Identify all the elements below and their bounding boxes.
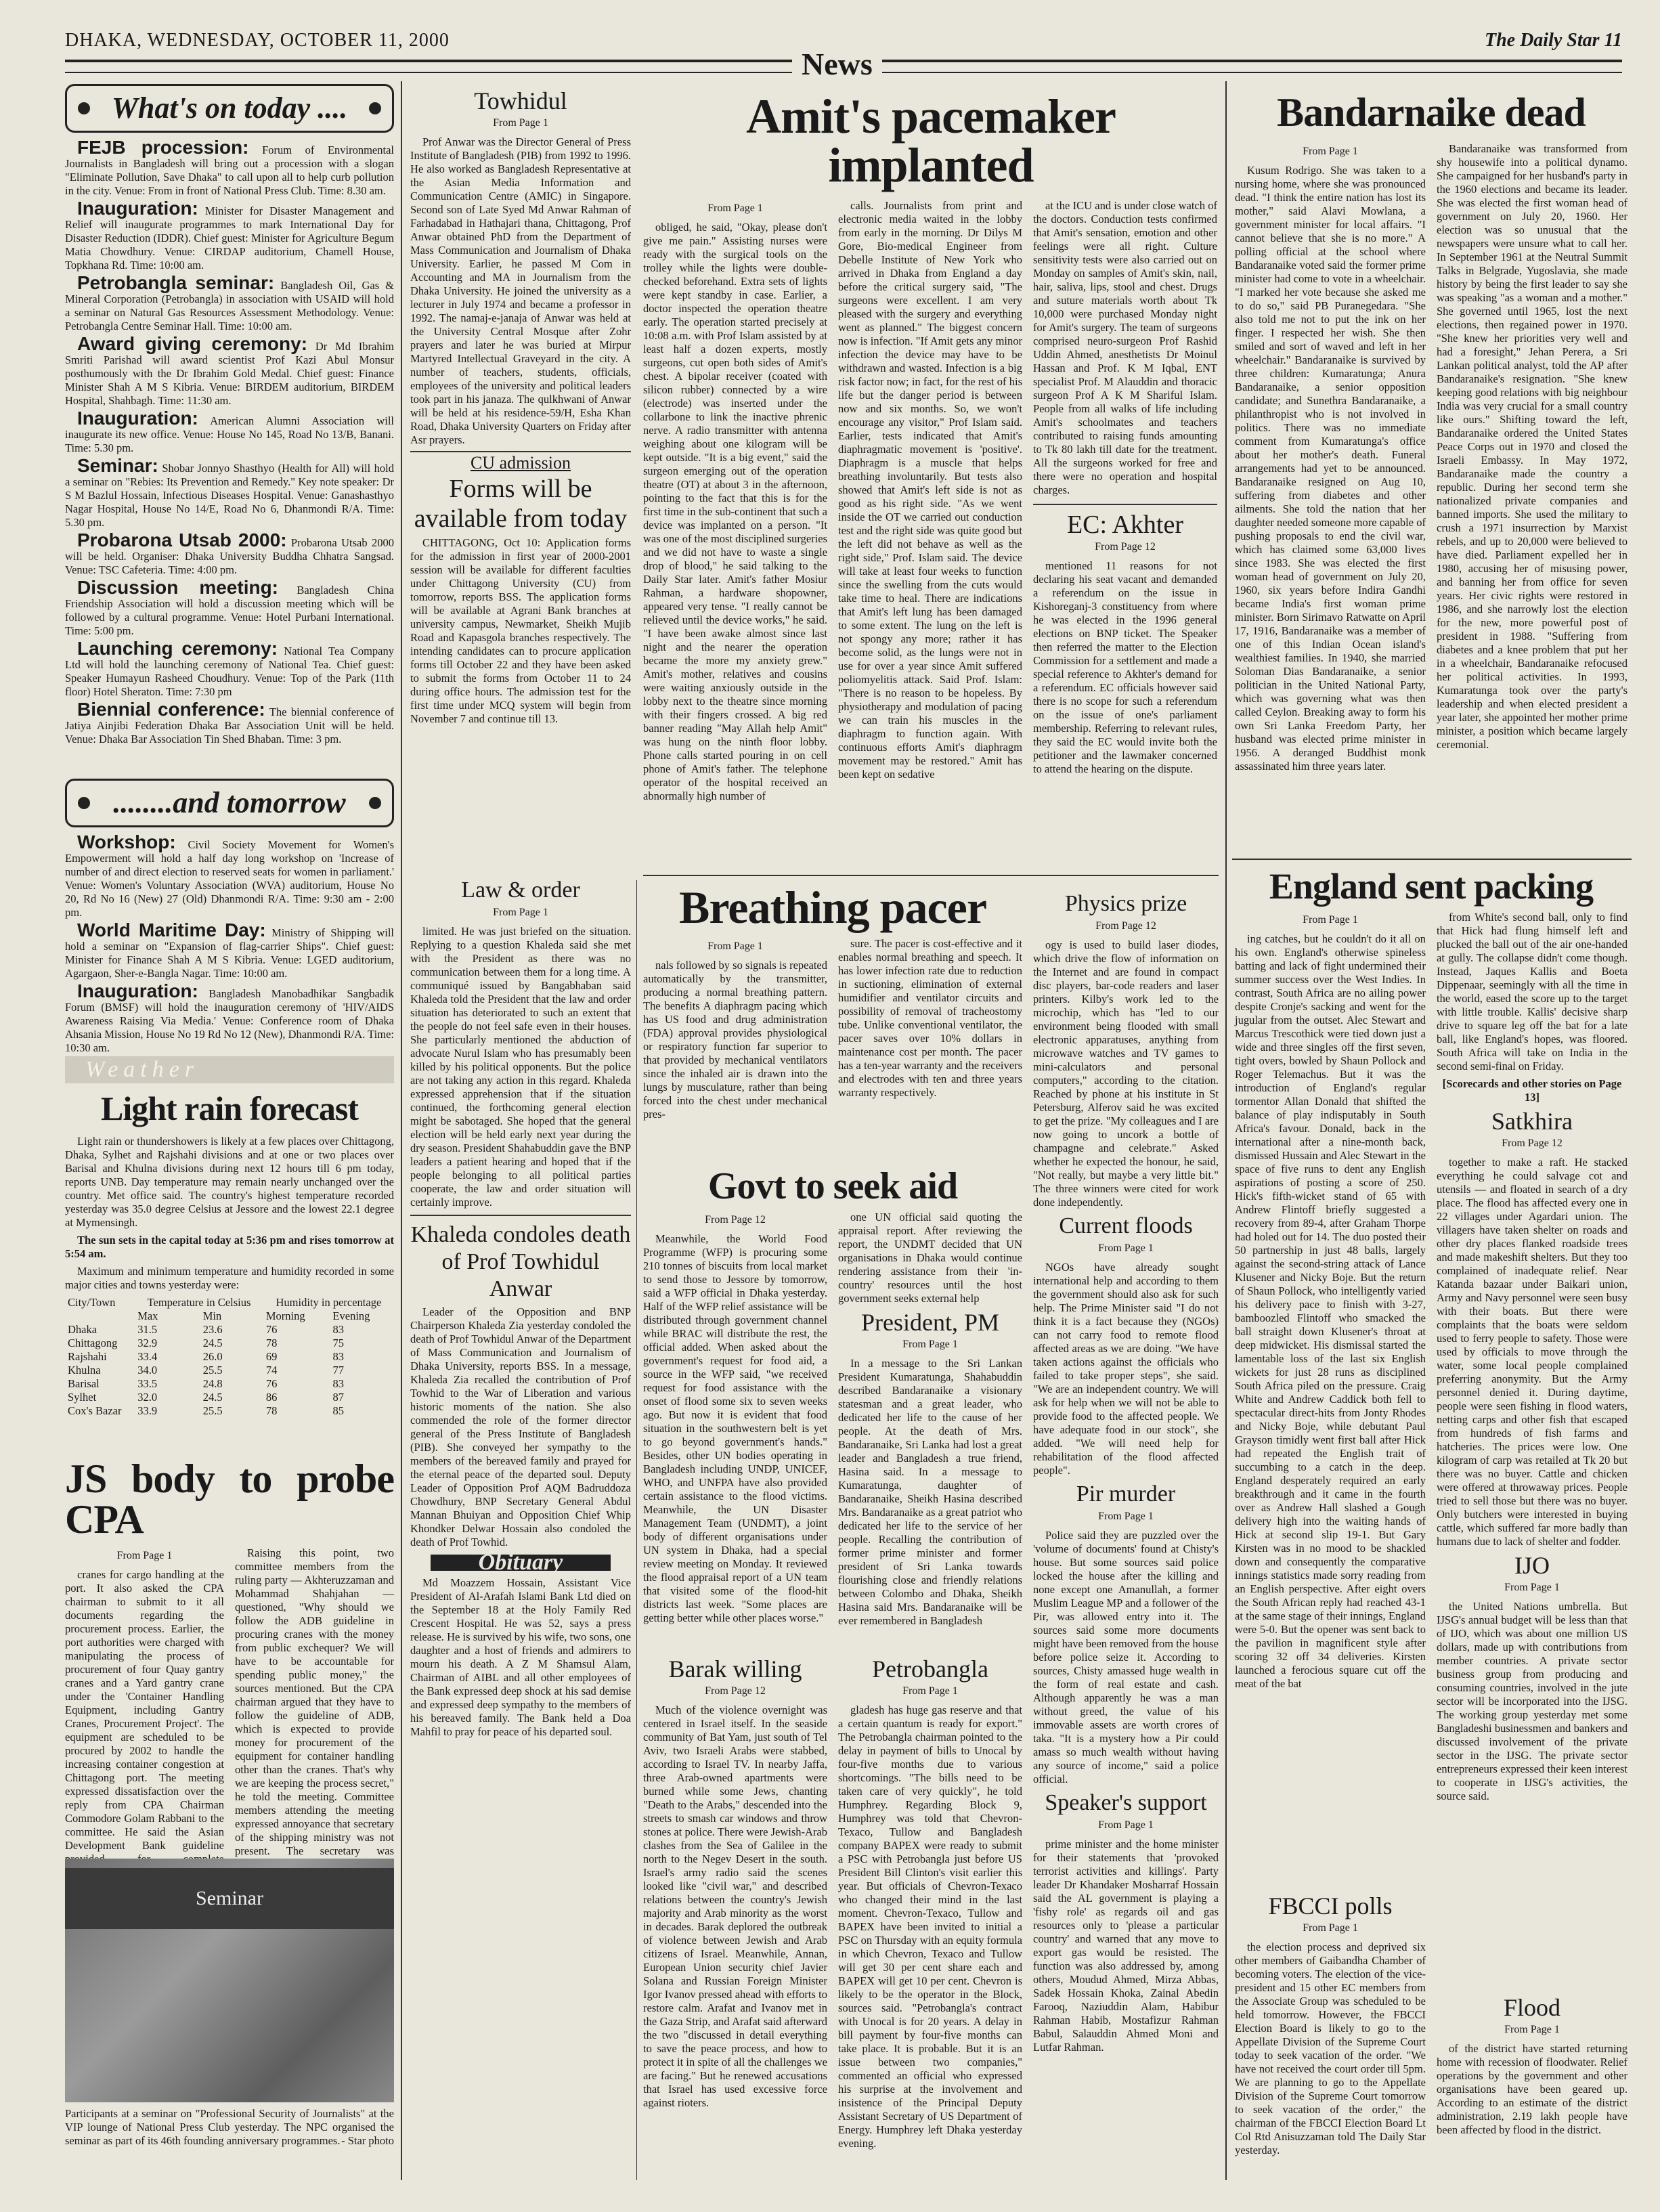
js-body-col2: Raising this point, two committee members from the ruling party — Akhteruzzaman and Mohammad Shahjahan — questioned, "Why should we follow the ADB guideline in procuring cranes with the money from public exchequer? We will have to be accountable for spending public money," the sources mentioned. But the CPA chairman argued that they have to follow the guideline of ADB, which is expected to provide money for procurement of the equipment for container handling other than the cranes. That's why we are keeping the process secret," he told the meeting. Committee members attending the meeting expressed annoyance that secretary of the shipping ministry was not present. The secretary was (235, 1546, 394, 1857)
weather-sun-times: The sun sets in the capital today at 5:36 pm and rises tomorrow at 5:54 am. (65, 1234, 394, 1260)
tomorrow-heading (65, 779, 394, 827)
value-cell: 23.6 (202, 1323, 223, 1336)
president-pm-from: From Page 1 (902, 1339, 958, 1350)
law-order-body: limited. He was just briefed on the situation. Replying to a question Khaleda said she met with the President as there was no communication between them for a long time. A communiqué issued by Bangabhaban said Khaleda told the President that the law and order situation has deteriorated to such an extent that the people do not feel safe even in their houses. She particularly mentioned the abduction of advocate Nurul Islam who has presumably been killed by his political opponents. But the police are not taking any action in this regard. Khaleda expressed apprehension that if the situation continued, the forthcoming general election might be sabotaged. She hoped that the general election will be held early next year during the dry season. President Shahabuddin gave the BNP leaders a patient hearing and hoped that if the people belonging to all political parties cooperate, the law and order situation will certainly improve. (410, 925, 631, 1209)
floods-from: From Page 1 (1098, 1242, 1154, 1254)
city-cell: Barisal (68, 1377, 100, 1390)
amit-col2: calls. Journalists from print and electronic media waited in the lobby from early in the morning. Dr Dilys M Gore, Bio-medical Engineer from Debelle Institute of New York who arrived in Dhaka from England a day before the critical surgery said, "The surgeons were excellent. I am very pleased with the surgery and everything went as planned." The biggest concern now is infection. "If Amit gets any minor infection the device may have to be withdrawn and wasted. Infection is a big risk factor now; in fact, for the rest of his life but the danger period is between now and six months. So, we won't encourage any visitor," Prof Islam said. Earlier, tests indicated that Amit's diaphragmatic movement is 'positive'. Diaphragm is a muscle that helps breathing involuntarily. But tests also showed that Amit's left side is not as good as his right side. "As we went inside the OT we carried out conduction test and the right side was quite good but the left did not behave as well as the right side," Prof. Islam said. The device will take at least four weeks to function since the swelling from the cuts would take time to heal. There are indications that Amit's left lung has been damaged to some extent. The lung on the left is not spongy any more; rather it has become solid, as the lungs were not in use for over a year since Amit suffered poliomyelitis attack. Said Prof. Islam: "There is no reason to be hopeless. By physiotherapy and modulation of pacing we can train his muscles in the diaphragm to function again. With continuous efforts Amit's diaphragm movement may be restored." Amit has been kept on sedative (838, 199, 1022, 781)
barak-headline: Barak willing (668, 1655, 802, 1683)
towhidul-body: Prof Anwar was the Director General of Press Institute of Bangladesh (PIB) from 1992 to 1996. He also worked as Bangladesh Representative at the Asian Media Information and Communication Centre (AMIC) in Singapore. Second son of Late Syed Md Anwar Rahman of Farhadabad in Hathajari thana, Chittagong, Prof Anwar obtained PhD from the Department of Mass Communication and Journalism of Dhaka University. Earlier, he passed M Com in Accounting and MA in Journalism from the Dhaka University. He joined the university as a lecturer in July 1974 and became a professor in 1992. The namaj-e-janaja of Anwar was held at the University Central Mosque after Zohr prayers and later he was buried at Mirpur Martyred Intellectual Graveyard in the city. A number of teachers, students, officials, employees of the university and political leaders took part in his janaza. The qulkhwani of Anwar will be held at his residence-59/H, Esha Khan Road, Dhaka University Quarters on Friday after Asr prayers. (410, 135, 631, 446)
flood-from: From Page 1 (1504, 2024, 1560, 2035)
president-pm-body: In a message to the Sri Lankan President Kumaratunga, Shahabuddin described Bandaranaike a visionary statesman and a great leader, who dedicated her life to the cause of her people. At the death of Mrs. Bandaranaike, Sri Lanka had lost a great leader and Bangladesh a true friend, Hasina said. In a message to Kumaratunga, daughter of Bandaranaike, Sheikh Hasina described Mrs. Bandaranaike as a great patriot who dedicated her life to the service of her people. Recalling the contribution of former prime minister and former president of Sri Lanka towards flourishing close and friendly relations between Colombo and Dhaka, Sheikh Hasina said Mrs. Bandaranaike will be ever remembered in Bangladesh (838, 1357, 1022, 1627)
story-rule (1033, 504, 1217, 505)
weather-headline: Light rain forecast (100, 1089, 359, 1127)
amit-col3: at the ICU and is under close watch of the doctors. Conduction tests confirmed that Amit's sensation, emotion and other feelings were all right. Culture sensitivity tests were also carried out on Monday on samples of Amit's skin, nail, hair, saliva, lips, stool and chest. Drugs and suture materials worth about Tk 10,000 were purchased Monday night for Amit's surgery. The team of surgeons comprised neuro-surgeon Prof Rashid Uddin Ahmed, anesthetists Dr Moinul Hassan and Prof. K M Iqbal, ENT specialist Prof. M Alauddin and thoracic surgeon Prof A K M Shariful Islam. People from all walks of life including Amit's schoolmates and teachers contributed to raising funds amounting to Tk 80 lakh till date for the treatment. All the surgeons worked for free and there were no operation and hospital charges. (1033, 199, 1217, 496)
event-text: Shobar Jonnyo Shasthyo (Health for All) will hold a seminar on "Rebies: Its Prevention and Remedy." Key note speaker: Dr S M Bazlul Hossain, Infectious Diseases Hospital. Venue: Ganashasthyo Nagar Hospital, House No 14/E, Road No 6, Dhanmondi R/A. Time: 5.30 pm. (65, 462, 394, 529)
table-row (65, 1337, 394, 1350)
govt-aid-col1: Meanwhile, the World Food Programme (WFP) is procuring some 210 tonnes of biscuits from local market to send those to Jessore by tomorrow, said a WFP official in Dhaka yesterday. Half of the WFP relief assistance will be distributed through government channel while BRAC will distribute the rest, the official added. When asked about the government's request for food aid, a source in the WFP said, "we received request for food assistance with the onset of flood some six to seven weeks ago. But now it is evident that food situation in the southwestern belt is yet to go beyond government's hands." Besides, other UN bodies operating in Bangladesh including UNDP, UNICEF, WHO, and UNFPA have also provided certain assistance to the flood victims. Meanwhile, the UN Disaster Management Team (UNDMT), a joint body of different organisations under UN system in Dhaka, had a special review meeting on Monday. It reviewed the flood appraisal report of a UN team that visited some of the flood-hit districts last week. "Some places are getting better while other places worse." (643, 1232, 827, 1624)
event-item (65, 333, 394, 408)
event-name: Launching ceremony: (77, 638, 278, 659)
law-order-from: From Page 1 (493, 907, 548, 918)
speaker-from: From Page 1 (1098, 1819, 1154, 1831)
story-rule (410, 1215, 631, 1216)
fbcci-headline: FBCCI polls (1268, 1892, 1393, 1920)
tomorrow-event-list (65, 831, 395, 1055)
amit-from: From Page 1 (707, 202, 763, 214)
barak-from: From Page 12 (705, 1685, 766, 1697)
weather-section (65, 1056, 394, 1449)
weather-body: Light rain or thundershowers is likely at a few places over Chittagong, Dhaka, Sylhet and Rajshahi divisions and at one or two places over Barisal and Khulna divisions during next 12 hours till 6 pm today, reports UNB. Day temperature may remain nearly unchanged over the country. Met office said. The country's highest temperature recorded yesterday was 35.0 degree Celsius at Jessore and the lowest 22.1 degree at Mymensingh. (65, 1135, 394, 1229)
cu-admission-headline: Forms will be available from today (414, 475, 628, 533)
js-body-story (65, 1456, 394, 1857)
city-cell: Cox's Bazar (68, 1404, 122, 1417)
story-rule (410, 451, 631, 452)
obituary-body: Md Moazzem Hossain, Assistant Vice President of Al-Arafah Islami Bank Ltd died on the September 18 at the Holy Family Red Crescent Hospital. He was 52, says a press release. He is survived by his wife, two sons, one daughter and a host of friends and admirers to mourn his death. A Z M Shamsul Alam, Chairman of AIBL and all other employees of the Bank expressed deep shock at his sad demise and expressed deep sympathy to the members of his bereaved family. The Bank held a Doa Mahfil to pray for peace of his departed soul. (410, 1576, 631, 1738)
value-cell: 78 (265, 1337, 278, 1349)
breathing-col1: nals followed by so signals is repeated automatically by the transmitter, producing a normal breathing pattern. The benefits A diaphragm pacing which has US food and drug administration (FDA) approval provides physiological or respiratory function far superior to that provided by mechanical ventilators since the inhaled air is drawn into the lungs by musculature, rather than being forced into the chest under mechanical pres- (643, 959, 827, 1121)
table-row (65, 1350, 394, 1364)
floods-body: NGOs have already sought international help and according to them the government should also ask for such help. The Prime Minister said "I do not think it is a fact because they (NGOs) can not carry food to remote flood affected areas as we are doing. "We have taken actions against the officials who failed to take proper steps", she said. "We are an independent country. We will ask for help when we will not be able to provide food to the affected people. We have adequate food in our stock", she added. "We will need help for rehabilitation of the flood affected people". (1033, 1261, 1219, 1477)
petrobangla-story (838, 1652, 1022, 2180)
city-cell: Dhaka (68, 1323, 97, 1336)
physics-body: ogy is used to build laser diodes, which drive the flow of information on the Internet and are found in compact disc players, bar-code readers and laser printers. Kilby's work led to the microchip, which has "led to our environment being flooded with small electronic apparatuses, anything from microwave watches and TV games to mini-calculators and personal computers," according to the citation. Reached by phone at his institute in St Petersburg, Alferov said he was excited to get the prize. "My colleagues and I are now going to uncork a bottle of champagne and celebrate." Asked whether he expected the honour, he said, "Not really, but maybe a very little bit." The three winners were cited for work done independently. (1033, 938, 1219, 1209)
satkhira-from: From Page 12 (1502, 1137, 1563, 1149)
photo-credit: - Star photo (341, 2134, 394, 2147)
event-text: Ministry of Shipping will hold a seminar on "Expansion of flag-carrier Ships". Chief guest: Minister for Finance Shah A M S Kibria. Venue: LGED auditorium, Agargaon, Sher-e-Bangla Nagar. Time: 10:00 am. (65, 926, 395, 980)
photo-banner: Seminar (65, 1868, 394, 1929)
weather-header-city: City/Town (68, 1296, 116, 1309)
seminar-photo (65, 1859, 394, 2102)
section-rule (643, 875, 1219, 876)
event-item (65, 831, 394, 919)
england-from: From Page 1 (1303, 914, 1358, 926)
england-col2 (1437, 911, 1628, 2180)
breathing-headline: Breathing pacer (678, 882, 987, 933)
event-text: Probarona Utsab 2000 will be held. Organiser: Dhaka University Buddha Chhatra Sangsad. Venue: TSC Cafeteria. Time: 4:00 pm. (65, 536, 395, 576)
value-cell: 25.5 (202, 1404, 223, 1417)
england-headline: England sent packing (1269, 866, 1594, 907)
breathing-from: From Page 1 (707, 940, 763, 952)
event-text: Civil Society Movement for Women's Empowerment will hold a half day long workshop on 'Increase of number of and direct election to reserved seats for women in parliament.' Venue: Women's Voluntary Association (WVA) auditorium, House No 20, Rd No 16 (New) 27 (Old) Dhanmondi R/A. Time: 9:30 am - 2:00 pm. (65, 838, 394, 919)
event-item (65, 980, 394, 1055)
js-body-col1: cranes for cargo handling at the port. It also asked the CPA chairman to submit to it all documents regarding the procurement process. Earlier, the port authorities were charged with manipulating the process of procurement of four Quay gantry cranes and a Yard gantry crane under the 'Container Handling Equipment, including Gantry Cranes, Procurement Project'. The equipment are scheduled to be procured by 2002 to handle the increasing container congestion at Chittagong port. The meeting expressed dissatisfaction over the reply from CPA Chairman Commodore Golam Rabbani to the committee. He said the Asian Development Bank guideline (65, 1568, 224, 1852)
table-row (65, 1377, 394, 1391)
value-cell: 69 (265, 1350, 278, 1363)
event-name: Award giving ceremony: (77, 333, 308, 354)
city-cell: Khulna (68, 1364, 101, 1376)
event-name: Probarona Utsab 2000: (77, 529, 287, 550)
event-item (65, 699, 394, 746)
event-text: Forum of Environmental Journalists in Bangladesh will bring out a procession with a slogan "Eliminate Pollution, Save Dhaka" to call upon all to help curb pollution in the city. Venue: From in front of National Press Club. Time: 8.30 am. (65, 144, 394, 197)
bandaranaike-headline: Bandarnaike dead (1277, 90, 1586, 135)
president-pm-headline: President, PM (860, 1309, 999, 1336)
event-item (65, 529, 395, 577)
khaleda-headline: Khaleda condoles death of Prof Towhidul Anwar (410, 1222, 631, 1301)
event-name: Biennial conference: (77, 699, 265, 720)
value-cell: 24.5 (202, 1391, 223, 1404)
city-cell: Chittagong (68, 1337, 118, 1349)
event-text: The biennial conference of Jatiya Ainjibi Federation Dhaka Bar Association Unit will be held. Venue: Dhaka Bar Association Tin Shed Bhaban. Time: 3 pm. (65, 706, 394, 745)
event-text: Dr Md Ibrahim Smriti Parishad will award scientist Prof Kazi Abul Monsur posthumously with the Dr Ibrahim Gold Medal. Chief guest: Finance Minister Shah A M S Kibria. Venue: BIRDEM auditorium, BIRDEM Hospital, Shahbagh. Time: 11:30 am. (65, 340, 394, 407)
value-cell: 33.9 (137, 1404, 158, 1417)
event-name: World Maritime Day: (77, 919, 266, 940)
value-cell: 77 (332, 1364, 344, 1376)
event-text: American Alumni Association will inaugurate its new office. Venue: House No 145, Road No 13/B, Banani. Time: 5.30 pm. (65, 414, 394, 454)
event-name: Inauguration: (77, 980, 198, 1001)
value-cell: 83 (332, 1323, 344, 1336)
value-cell: 33.5 (137, 1377, 158, 1390)
section-label: News (792, 46, 882, 82)
bullet-icon (369, 797, 381, 809)
pir-headline: Pir murder (1076, 1481, 1176, 1506)
amit-col1: obliged, he said, "Okay, please don't give me pain." Assisting nurses were ready with the surgical tools on the trolley while the lights were double-checked beforehand. Extra sets of lights were kept standby in case. Earlier, a doctor inspected the operation theatre early. The operation started precisely at 10:08 a.m. with Prof Islam assisted by at least half a dozen experts, mostly surgeons, cut open both sides of Amit's chest. A bipolar receiver (coated with silicon rubber) connected by a wire (electrode) was inserted under the collarbone to link the inactive phrenic nerve. A radio transmitter with antenna weighing about one kilogram will be kept outside. "It is a big event," said the surgeon emerging out of the operation theatre (OT) at about 3 in the afternoon, pointing to the fact that this is for the first time in the sub-continent that such a device was implanted on a person. "It was one of the most disciplined surgeries and we did not have to waste a single drop of blood," he said talking to the Daily Star later. Amit's father Mosiur Rahman, a hardware shopowner, appeared very tense. "I really cannot be relieved until the device works," he said. "I have been awake almost since last night and the nearer the operation became the more my anxiety grew." Amit's mother, relatives and cousins were waiting anxiously outside in the lobby next to the theatre since morning with their fingers crossed. A big red banner reading "May Allah help Amit" was hung on the ninth floor lobby. Phone calls started pouring in on cell phone of Amit's father. The telephone operator of the hospital received an abnormally high number of (643, 221, 827, 802)
petrobangla-headline: Petrobangla (872, 1655, 988, 1683)
value-cell: 34.0 (137, 1364, 158, 1376)
event-item (65, 919, 395, 980)
value-cell: 87 (332, 1391, 344, 1404)
table-row (65, 1391, 394, 1404)
section-rule (1232, 859, 1632, 860)
england-body1: ing catches, but he couldn't do it all on his own. England's otherwise spineless batting and lack of fight undermined their summer success over the West Indies. In contrast, South Africa are no ailing power despite Cronje's sacking and went for the jugular from the outset. Alec Stewart and Marcus Trescothick were tied down just a wide and three singles off the first seven, tight overs, bowled by Shaun Pollock and Roger Telemachus. But it was the introduction of England's regular tormentor Allan Donald that shifted the balance of play indisputably in South Africa's favour. Donald, back in the international after a nine-month back, dismissed Hussain and Alec Stewart in the space of five runs to dent any English aspirations of posting a score of 250. Hick's fifth-wicket stand of 65 with Andrew Flintoff briefly suggested a recovery from 89-4, after Graham Thorpe had holed out for 14. The duo posted their 50 partnership in just 48 balls, largely against the second-string attack of Lance Klusener and Nicky Boje. But the return of Shaun Pollock, who intelligently varied his delivery pace to finish with 3-27, bamboozled Flintoff who smacked the ball straight down Klusener's throat at deep midwicket. His dismissal started the lamentable loss of the last six English wickets for just 28 runs as disciplined South Africa piled on the pressure. Craig White and Andrew Caddick both fell to spectacular direct-hits from Jonty Rhodes and Nicky Boje, while debutant Paul Grayson timidly went first ball after Hick had repeated the English trait of succumbing to a catch in the deep. England desperately required an early breakthrough and it came in the fourth over as Andrew Hall slashed a Gough delivery high into the waiting hands of Hick at second slip 19-1. But Gary Kirsten was in no mood to be shackled down and consequently the comparative innings statistics made sorry reading from an English perspective. After eight overs the South African reply had reached 43-1 at the same stage of their innings, England were 5-0. But the opener was sent back to the pavilion in magnificent style after scoring 32 off 34 deliveries. Kirsten launched a ferocious square cut off the meat of the bat (1235, 932, 1426, 1690)
flood-body: of the district have started returning home with recession of floodwater. Relief operations by the government and other organisations have been geared up. According to an estimate of the district administration, 2.19 lakh people have been affected by flood in the district. (1437, 2042, 1628, 2136)
bandaranaike-col2: Bandaranaike was transformed from shy housewife into a political dynamo. She campaigned for her husband's party in the 1960 elections and became its leader. She was elected the first woman head of government on July 20, 1960. Her election was so unusual that the newspapers were unsure what to call her. In September 1961 at the Neutral Summit Talks in Belgrade, Yugoslavia, she made history by being the first leader to say she was speaking "as a woman and a mother." She governed until 1965, lost the next elections, then regained power in 1970. "She knew her priorities very well and had a foresight," Jehan Perera, a Sri Lankan political analyst, told the AP after Bandaranaike's resignation. "She knew keeping good relations with big neighbour India was very crucial for a small country like ours." Shifting toward the left, Bandaranaike ordered the United States Peace Corps out in 1970 and closed the Israeli Embassy. In May 1972, Bandaranaike made the country a republic. During her second term she nationalized private companies and banned imports. She used the military to crush a 1971 insurrection by Marxist rebels, and up to 20,000 were believed to have died. Parliament expelled her in 1980, accusing her of misusing power, and banning her from office for seven years. Her civic rights were restored in 1986, and she narrowly lost the election for the new, more powerful post of president in 1988. "Suffering from diabetes and a knee problem that put her in a wheelchair, Bandaranaike refocused her political activities. In 1993, Kumaratunga took over the party's leadership and when elected president a year later, she appointed her mother prime minister, a position which became largely ceremonial. (1437, 142, 1628, 751)
event-text: Bangladesh Oil, Gas & Mineral Corporation (Petrobangla) in association with USAID will hold a seminar on Natural Gas Resources Assessment Methodology. Venue: Petrobangla Centre Seminar Hall. Time: 10:00 am. (65, 279, 394, 332)
law-order-headline: Law & order (461, 877, 580, 903)
tomorrow-section (65, 779, 394, 1063)
ijo-body: the United Nations umbrella. But IJSG's annual budget will be less than that of IJO, which was about one million US dollars, made up with contributions from member countries. A private sector business group from producing and consuming countries, involved in the jute sector will be incorporated into the IJSG. The working group yesterday met some Bangladeshi businessmen and bankers and discussed involvement of the private sector in the IJSG. The private sector entrepreneurs expressed their keen interest to cooperate in IJSG's activities, the source said. (1437, 1600, 1628, 1802)
govt-aid-from: From Page 12 (705, 1214, 766, 1226)
weather-table-intro: Maximum and minimum temperature and humidity recorded in some major cities and towns yesterday were: (65, 1265, 394, 1291)
city-cell: Sylhet (68, 1391, 97, 1404)
event-text: National Tea Company Ltd will hold the launching ceremony of National Tea. Chief guest: Speaker Humayun Rasheed Choudhury. Venue: Top of the Park (11th floor) Hotel Sheraton. Time: 7:30 pm (65, 645, 394, 698)
whats-on-section (65, 84, 394, 781)
barak-body: Much of the violence overnight was centered in Israel itself. In the seaside community of Bat Yam, just south of Tel Aviv, two Israeli Arabs were stabbed, according to Israel TV. In nearby Jaffa, three Arab-owned apartments were burned while some Jews, chanting "Death to the Arabs," descended into the streets to smash car windows and throw stones at police. There were Jewish-Arab clashes from the Sea of Galilee in the north to the Negev Desert in the south. Israel's army radio said the scenes looked like "civil war," and described relations between the country's Jewish majority and Arab minority as the worst in decades. Barak deplored the outbreak of violence between Jewish and Arab citizens of Israel. Meanwhile, Annan, European Union security chief Javier Solana and Russian Foreign Minister Igor Ivanov pressed ahead with efforts to restore calm. Arafat and Ivanov met in the Gaza Strip, and Arafat said afterward the two "discussed in detail everything to save the peace process, and how to protect it in spite of all the challenges we are facing." But he renewed accusations that Israel has used excessive force against rioters. (643, 1704, 827, 2109)
breathing-col2: sure. The pacer is cost-effective and it enables normal breathing and speech. It has lower infection rate due to reduction in suctioning, elimination of external humidifier and ventilator circuits and possibility of removal of tracheostomy tube. Unlike conventional ventilator, the pacer saves over 10% dollars in maintenance cost per month. The pacer has a ten-year warranty and the receivers and electrodes with ten and three years warranty respectively. (838, 937, 1022, 1099)
govt-aid-headline: Govt to seek aid (707, 1165, 958, 1207)
value-cell: 31.5 (137, 1323, 158, 1336)
ec-akhter-from: From Page 12 (1095, 541, 1156, 552)
right-mid-column (1033, 887, 1219, 2180)
barak-story (643, 1652, 827, 2180)
bullet-icon (78, 797, 90, 809)
physics-from: From Page 12 (1095, 920, 1156, 932)
pir-from: From Page 1 (1098, 1511, 1154, 1522)
weather-subheader: Evening (332, 1309, 370, 1322)
satkhira-body: together to make a raft. He stacked everything he could salvage cot and utensils — and floated in search of a dry place. The flood has affected every one in 22 villages under Agardari union. The villagers have taken shelter on roads and other dry places flanked roadside trees and made makeshift shelters. But they too complained of inadequate relief. Near Katanda bazaar under Baikari union, Army and Navy personnel were seen busy with their boats. But there were complaints that the boats were seldom used to ferry people to safety. Those were used by officials to move through the water, some local people complained preferring anonymity. But the Army personnel denied it. During daytime, people were seen fishing in flood waters, netting carps and other fish that escaped from hundreds of fish farms and hatcheries. The prices were low. One kilogram of carp was retailed at Tk 20 but there was no buyer. Cattle and chicken were offered at throwaway prices. People tried to sell those but there was no buyer. Only butchers were interested in buying cattle, which suffered far more badly than humans due to lack of shelter and fodder. (1437, 1156, 1628, 1548)
value-cell: 26.0 (202, 1350, 223, 1363)
weather-table (65, 1296, 394, 1418)
photo-caption: Participants at a seminar on "Professional Security of Journalists" at the VIP lounge of National Press Club yesterday. The NPC organised the seminar as part of its 46th founding anniversary programmes. - Star photo (65, 2107, 394, 2147)
event-name: Discussion meeting: (77, 577, 279, 598)
petrobangla-from: From Page 1 (902, 1685, 958, 1697)
event-item (65, 272, 394, 333)
flood-story (1437, 1991, 1628, 2180)
weather-header-humidity: Humidity in percentage (276, 1296, 382, 1309)
towhidul-story (410, 84, 631, 869)
bullet-icon (369, 102, 381, 114)
event-name: FEJB procession: (77, 137, 249, 158)
weather-subheader: Max (137, 1309, 158, 1322)
bandaranaike-story (1235, 84, 1628, 856)
event-item (65, 638, 394, 699)
weather-header-temp: Temperature in Celsius (147, 1296, 251, 1309)
weather-label: Weather (65, 1056, 394, 1083)
event-item (65, 408, 394, 455)
table-row (65, 1404, 394, 1418)
city-cell: Rajshahi (68, 1350, 107, 1363)
js-body-from: From Page 1 (116, 1550, 173, 1561)
event-name: Workshop: (77, 831, 176, 852)
floods-headline: Current floods (1059, 1213, 1193, 1238)
tomorrow-title: ........and tomorrow (113, 786, 346, 819)
event-text: Bangladesh Manobadhikar Sangbadik Forum (BMSF) will hold the inauguration ceremony of 'HIV/AIDS Awareness Raising Via Media.' Venue: Conference room of Dhaka Ahsania Mission, House No 19 Rd No 12 (New), Dhanmondi R/A. Time: 10:30 am. (65, 987, 394, 1054)
bandaranaike-col1: Kusum Rodrigo. She was taken to a nursing home, where she was pronounced dead. "I think the entire nation has lost its mother," said Alavi Mowlana, a government minister for local affairs. "I cannot believe that she is no more." A polling official at the school where Bandaranaike voted said the former prime minister had come to vote in a wheelchair. "I marked her vote because she asked me to do so," said PB Puranegedara. "She also told me not to put the ink on her finger. I respected her wish. She then smiled and sort of waved and left in her wheelchair." Bandaranaike is survived by three children: Kumaratunga; Anura Bandaranaike, a senior opposition candidate; and Sunethra Bandaranaike, a philanthropist who is not involved in politics. There was no immediate comment from Kumaratunga's office about her mother's death. Funeral arrangements had yet to be announced. Bandaranaike resigned on Aug 10, suffering from diabetes and other ailments. She told the nation that her daughter needed someone more capable of pushing proposals to end the civil war, which has claimed some 63,000 lives since 1983. She was elected the first woman head of government on July 20, 1960, six years before Indira Gandhi became India's first woman prime minister. Born Sirimavo Ratwatte on April 17, 1916, Bandaranaike was a member of one of this Indian Ocean island's wealthiest families. In 1940, she married Soloman Dias Bandaranaike, a senior politician in the United National Party, which was governing what was then called Ceylon. Breaking away to form his own Sri Lanka Freedom Party, her husband was elected prime minister in 1956. A deranged Buddhist monk assassinated him three years later. (1235, 164, 1426, 773)
value-cell: 24.8 (202, 1377, 223, 1390)
speaker-body: prime minister and the home minister for their statements that 'provoked terrorist activities and killings'. Party leader Dr Khandaker Mosharraf Hossain said the AL government is playing a 'fishy role' as regards oil and gas resources only to 'please a particular country' and warned that any move to export gas would be resisted. The function was also addressed by, among others, Moudud Ahmed, Mirza Abbas, Sadek Hossain Khoka, Zainal Abedin Farooq, Naziuddin Alam, Habibur Rahman Habib, Mostafizur Rahman Babul, Salauddin Ahmed Moni and Lutfar Rahman. (1033, 1838, 1219, 2054)
value-cell: 78 (265, 1404, 278, 1417)
photo-caption-block (65, 2107, 394, 2182)
fbcci-from: From Page 1 (1303, 1922, 1358, 1934)
event-text: Minister for Disaster Management and Relief will inaugurate programmes to mark International Day for Disaster Reduction (IDDR). Chief guest: Minister for Agriculture Begum Matia Chowdhury. Venue: CIRDAP auditorium, Chamell House, Topkhana Rd. Time: 10:00 am. (65, 204, 395, 272)
event-name: Inauguration: (77, 198, 198, 219)
bandaranaike-from: From Page 1 (1303, 146, 1358, 157)
value-cell: 24.5 (202, 1337, 223, 1349)
law-order-story (410, 873, 631, 2180)
value-cell: 85 (332, 1404, 344, 1417)
event-name: Petrobangla seminar: (77, 272, 275, 293)
event-name: Inauguration: (77, 408, 198, 429)
paper-name: The Daily Star 11 (1484, 30, 1622, 51)
value-cell: 25.5 (202, 1364, 223, 1376)
value-cell: 33.4 (137, 1350, 158, 1363)
ijo-headline: IJO (1514, 1552, 1550, 1579)
towhidul-headline: Towhidul (474, 87, 567, 114)
table-row (65, 1323, 394, 1337)
pir-body: Police said they are puzzled over the 'volume of documents' found at Chisty's house. But some sources said police locked the house after the killing and none except one Amanullah, a former Muslim League MP and a follower of the Pir, was allowed entry into it. The sources said some more documents might have been removed from the house before police seize it. According to sources, Chisty amassed huge wealth in the form of real estate and cash. Although apparently he was a man without greed, the value of his immovable assets are worth crores of taka. "It is a mystery how a Pir could amass so much wealth without having any source of income," said a police official. (1033, 1529, 1219, 1785)
event-item (65, 137, 394, 198)
ec-akhter-headline: EC: Akhter (1066, 511, 1184, 539)
value-cell: 32.0 (137, 1391, 158, 1404)
event-name: Seminar: (77, 455, 158, 476)
flood-headline: Flood (1503, 1994, 1561, 2021)
column-divider (1225, 81, 1227, 2180)
petrobangla-body: gladesh has huge gas reserve and that a certain quantum is ready for export." The Petrobangla chairman pointed to the delay in payment of bills to Unocal by four-five months due to various shortcomings. "The bills need to be taken care of very quickly", he told Humphrey. Regarding Block 9, Humphrey was told that Chevron-Texaco, Tullow and Bangladesh company BAPEX were ready to submit a PSC with Petrobangla just before US President Bill Clinton's visit earlier this year. But officials of Chevron-Texaco who changed their mind in the last moment. Chevron-Texaco, Tullow and BAPEX have been invited to initial a PSC on Thursday with an equity formula in which Chevron, Texaco and Tullow will get 30 per cent share each and BAPEX will get 10 per cent. Chevron is likely to be the operator in the Block, sources said. "Petrobangla's contract with Unocal is for 20 years. A delay in bill payment by four-five months can take place. It is probable. But it is an issue between two companies," commented an official who expressed his surprise at the involvement and insistence of the Principal Deputy Assistant Secretary of US Department of Energy. Humphrey left Dhaka yesterday evening. (838, 1704, 1022, 2150)
whats-on-title: What's on today .... (111, 91, 348, 125)
ec-akhter-body: mentioned 11 reasons for not declaring his seat vacant and demanded a referendum on the issue in Kishoreganj-3 constituency from where he was elected in the 1996 general elections on BNP ticket. The Speaker then referred the matter to the Election Commission for a settlement and made a special reference to Akhter's demand for a referendum. EC officials however said there is no scope for such a referendum on the issue of one's parliament membership. Referring to relevant rules, they said the EC would invite both the petitioner and the lawmaker concerned to attend the hearing on the dispute. (1033, 559, 1217, 775)
satkhira-headline: Satkhira (1491, 1108, 1573, 1135)
amit-headline: Amit's pacemaker implanted (746, 89, 1116, 192)
ijo-from: From Page 1 (1504, 1582, 1560, 1593)
fbcci-body: the election process and deprived six other members of Gaibandha Chamber of becoming voters. The election of the vice-president and 15 other EC members from the Associate Group was scheduled to be held tomorrow. However, the FBCCI Election Board is likely to go to the Appellate Division of the Supreme Court today to seek vacation of the order. "We have not received the court order till 5pm. We are planning to go to the Appellate Division of the Supreme Court tomorrow to seek vacation of the order," the chairman of the FBCCI Election Board Lt Col Rtd Anisuzzaman told The Daily Star yesterday. (1235, 1940, 1426, 2156)
value-cell: 75 (332, 1337, 344, 1349)
breathing-story (643, 880, 1022, 1151)
column-divider (401, 81, 402, 2180)
value-cell: 74 (265, 1364, 278, 1376)
table-row (65, 1364, 394, 1377)
bullet-icon (78, 102, 90, 114)
towhidul-from: From Page 1 (493, 117, 548, 129)
column-divider (636, 880, 637, 2180)
whats-on-heading (65, 84, 394, 133)
weather-subheader: Morning (265, 1309, 305, 1322)
today-event-list (65, 137, 395, 746)
fbcci-story (1235, 1889, 1426, 2180)
weather-subheader (65, 1309, 135, 1323)
england-scorecard-note: [Scorecards and other stories on Page 13] (1442, 1077, 1622, 1104)
cu-admission-body: CHITTAGONG, Oct 10: Application forms for the admission in first year of 2000-2001 session will be available for different faculties under Chittagong University (CU) from tomorrow, reports BSS. The application forms will be available at Agrani Bank branches at university campus, Newmarket, Sheikh Mujib Road and Kapasgola branches respectively. The intending candidates can to procure application forms till October 22 and they have been asked to submit the forms from October 11 to 24 during office hours. The admission test for the first time under MCQ system will begin from November 7 and continue till 13. (410, 536, 631, 725)
speaker-headline: Speaker's support (1045, 1790, 1207, 1815)
obituary-label: Obituary (431, 1555, 611, 1571)
js-body-headline: JS body to probe CPA (65, 1456, 394, 1542)
physics-headline: Physics prize (1064, 891, 1187, 916)
value-cell: 86 (265, 1391, 278, 1404)
weather-subheader: Min (202, 1309, 222, 1322)
event-item (65, 455, 394, 529)
khaleda-body: Leader of the Opposition and BNP Chairperson Khaleda Zia yesterday condoled the death of Prof Towhidul Anwar of the Department of Mass Communication and Journalism of Dhaka University, reports BSS. In a message, Khaleda Zia recalled the contribution of Prof Towhid to the War of Liberation and various historic moments of the nation. She also commended the role of the former director general of the Press Institute of Bangladesh (PIB). She conveyed her sympathy to the members of the bereaved family and prayed for the eternal peace of the departed soul. Deputy Leader of Opposition Prof AQM Badruddoza Chowdhury, BNP Secretary General Abdul Mannan Bhuiyan and Opposition Chief Whip Khondker Delwar Hossain also condoled the death of Prof Towhid. (410, 1305, 631, 1548)
amit-story (643, 84, 1219, 869)
govt-aid-col2: one UN official said quoting the appraisal report. After reviewing the report, the UNDMT decided that UN organisations in Dhaka would continue rendering assistance from their 'in-country' resources until the host government seeks external help (838, 1211, 1022, 1305)
value-cell: 76 (265, 1323, 278, 1336)
event-item (65, 577, 394, 638)
cu-admission-kicker: CU admission (470, 453, 571, 473)
value-cell: 76 (265, 1377, 278, 1390)
page-date: DHAKA, WEDNESDAY, OCTOBER 11, 2000 (65, 30, 450, 51)
event-text: Bangladesh China Friendship Association will hold a discussion meeting which will be followed by a cultural programme. Venue: Hotel Purbani International. Time: 5:00 pm. (65, 584, 394, 637)
value-cell: 32.9 (137, 1337, 158, 1349)
value-cell: 83 (332, 1377, 344, 1390)
value-cell: 83 (332, 1350, 344, 1363)
govt-aid-story (643, 1165, 1022, 1627)
england-body2: from White's second ball, only to find that Hick had flung himself left and plucked the ball out of the air one-handed at gully. The collapse didn't come though. Instead, Jaques Kallis and Boeta Dippenaar, seemingly with all the time in the world, eased the score up to the target with little trouble. Kallis' decisive sharp drive to square leg off the bat for a late ball, like England's hopes, was floored. South Africa will take on India in the second semi-final on Friday. (1437, 911, 1628, 1072)
event-item (65, 198, 395, 272)
